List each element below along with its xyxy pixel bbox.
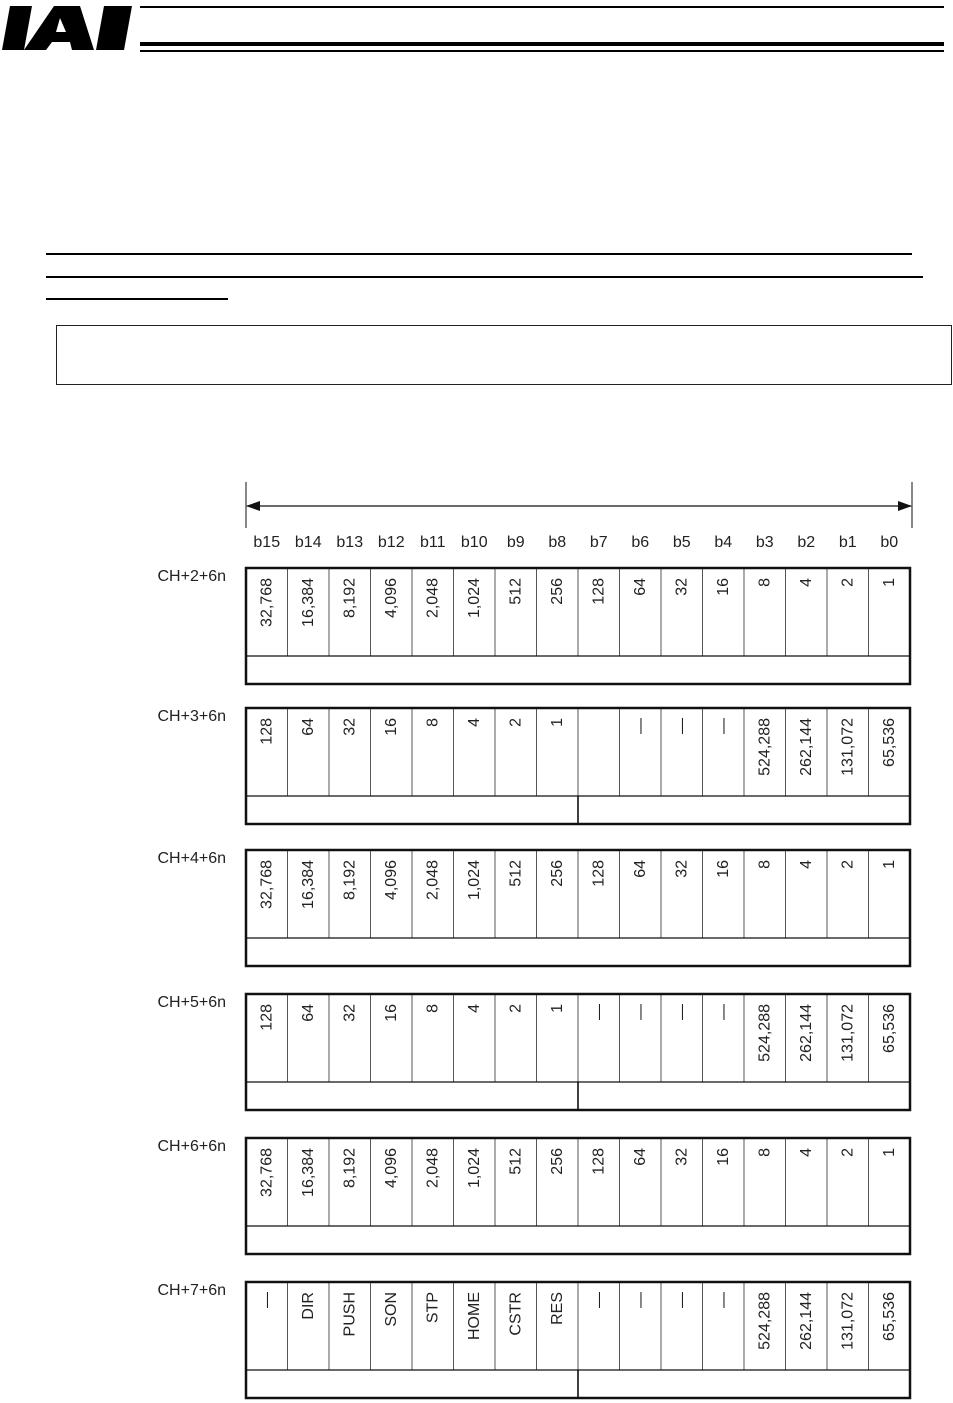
bit-value: 32,768 bbox=[258, 1148, 276, 1197]
bit-value: 4,096 bbox=[382, 578, 400, 619]
bit-label: b1 bbox=[838, 534, 857, 551]
bit-value: — bbox=[673, 1004, 691, 1020]
bit-value: 262,144 bbox=[797, 1292, 815, 1350]
register-row bbox=[158, 708, 911, 824]
bit-value: — bbox=[714, 1292, 732, 1308]
register-row bbox=[158, 1138, 911, 1254]
bit-value: 32,768 bbox=[258, 860, 276, 909]
bit-value: 4 bbox=[465, 718, 483, 727]
bit-value: STP bbox=[424, 1292, 442, 1324]
bit-value: 4 bbox=[797, 578, 815, 587]
bit-value: 4 bbox=[465, 1004, 483, 1013]
bit-value: 2 bbox=[839, 1148, 857, 1157]
bit-label: b3 bbox=[755, 534, 774, 551]
bit-value: 16 bbox=[382, 1004, 400, 1022]
bit-value: 32 bbox=[341, 1004, 359, 1022]
bit-value: 8,192 bbox=[341, 860, 359, 901]
row-label: CH+3+6n bbox=[157, 708, 226, 725]
bit-value: 64 bbox=[299, 1004, 317, 1022]
bit-value: 524,288 bbox=[756, 1292, 774, 1350]
bit-value: 65,536 bbox=[880, 1004, 898, 1053]
bit-value: — bbox=[631, 718, 649, 734]
bit-value: 65,536 bbox=[880, 718, 898, 767]
bit-label: b4 bbox=[714, 534, 733, 551]
bit-value: — bbox=[631, 1004, 649, 1020]
bit-value: 32 bbox=[673, 1148, 691, 1166]
bit-value: — bbox=[590, 1004, 608, 1020]
bit-value: 1,024 bbox=[465, 860, 483, 901]
bit-value: 131,072 bbox=[839, 1292, 857, 1350]
bit-value: 32,768 bbox=[258, 578, 276, 627]
register-row bbox=[158, 1282, 911, 1398]
bit-value: 262,144 bbox=[797, 1004, 815, 1062]
register-row bbox=[158, 850, 911, 966]
bit-value: 16,384 bbox=[299, 578, 317, 627]
register-rows bbox=[158, 568, 911, 1398]
bit-value: 16,384 bbox=[299, 860, 317, 909]
bit-value: 262,144 bbox=[797, 718, 815, 776]
bit-value: 16,384 bbox=[299, 1148, 317, 1197]
bit-value: 524,288 bbox=[756, 1004, 774, 1062]
row-label: CH+4+6n bbox=[157, 850, 226, 867]
bit-value: 128 bbox=[258, 718, 276, 745]
bit-value: 256 bbox=[548, 860, 566, 887]
bit-label: b5 bbox=[672, 534, 691, 551]
bit-value: 65,536 bbox=[880, 1292, 898, 1341]
bit-value: 524,288 bbox=[756, 718, 774, 776]
bit-value: 8,192 bbox=[341, 578, 359, 619]
bit-value: 128 bbox=[590, 860, 608, 887]
bit-value: 1 bbox=[548, 718, 566, 727]
bit-value: 8,192 bbox=[341, 1148, 359, 1189]
row-label: CH+5+6n bbox=[157, 994, 226, 1011]
bit-value: PUSH bbox=[341, 1292, 359, 1337]
bit-value: 4,096 bbox=[382, 860, 400, 901]
bit-value: 64 bbox=[631, 860, 649, 878]
bit-value: — bbox=[673, 718, 691, 734]
bit-value: 8 bbox=[756, 578, 774, 587]
row-label: CH+7+6n bbox=[157, 1282, 226, 1299]
bit-value: — bbox=[673, 1292, 691, 1308]
bit-value: 512 bbox=[507, 578, 525, 605]
bit-value: 2,048 bbox=[424, 578, 442, 619]
bit-value: 256 bbox=[548, 1148, 566, 1175]
bit-value: 8 bbox=[756, 1148, 774, 1157]
bit-value: CSTR bbox=[507, 1292, 525, 1336]
bit-value: 2 bbox=[507, 718, 525, 727]
bit-value: RES bbox=[548, 1292, 566, 1325]
bit-label: b0 bbox=[880, 534, 899, 551]
bit-value: 131,072 bbox=[839, 1004, 857, 1062]
bit-label: b12 bbox=[377, 534, 405, 551]
bit-value: 16 bbox=[382, 718, 400, 736]
bit-value: SON bbox=[382, 1292, 400, 1327]
bit-label: b7 bbox=[589, 534, 608, 551]
bit-value: 2,048 bbox=[424, 1148, 442, 1189]
bit-value: 32 bbox=[341, 718, 359, 736]
bit-value: 2 bbox=[507, 1004, 525, 1013]
bit-value: 1 bbox=[880, 578, 898, 587]
bit-value: 1,024 bbox=[465, 578, 483, 619]
bit-value: 512 bbox=[507, 860, 525, 887]
bit-label: b8 bbox=[548, 534, 567, 551]
bit-value: 1 bbox=[880, 1148, 898, 1157]
bit-value: 4 bbox=[797, 860, 815, 869]
bit-value: 16 bbox=[714, 860, 732, 878]
register-row bbox=[158, 568, 911, 684]
bit-label: b15 bbox=[253, 534, 281, 551]
bit-value: 1 bbox=[880, 860, 898, 869]
bit-value: 128 bbox=[590, 1148, 608, 1175]
bit-value: — bbox=[590, 1292, 608, 1308]
bit-value: 131,072 bbox=[839, 718, 857, 776]
bit-value: 1 bbox=[548, 1004, 566, 1013]
bit-value: 8 bbox=[424, 718, 442, 727]
bit-label: b2 bbox=[797, 534, 816, 551]
bit-label: b6 bbox=[631, 534, 650, 551]
row-label: CH+2+6n bbox=[157, 568, 226, 585]
bit-value: 512 bbox=[507, 1148, 525, 1175]
bit-value: 4 bbox=[797, 1148, 815, 1157]
bit-value: 64 bbox=[299, 718, 317, 736]
bit-value: 16 bbox=[714, 578, 732, 596]
bit-value: 128 bbox=[258, 1004, 276, 1031]
bit-labels bbox=[253, 534, 898, 551]
bit-value: — bbox=[714, 718, 732, 734]
bit-value: HOME bbox=[465, 1292, 483, 1340]
bit-value: 2,048 bbox=[424, 860, 442, 901]
bit-value: 64 bbox=[631, 578, 649, 596]
bit-label: b14 bbox=[294, 534, 322, 551]
bit-label: b13 bbox=[336, 534, 364, 551]
bit-label: b9 bbox=[506, 534, 525, 551]
bit-value: — bbox=[258, 1292, 276, 1308]
bit-value: 8 bbox=[424, 1004, 442, 1013]
bit-value: DIR bbox=[299, 1292, 317, 1320]
bit-value: — bbox=[631, 1292, 649, 1308]
bit-value: 1,024 bbox=[465, 1148, 483, 1189]
bit-value: 32 bbox=[673, 578, 691, 596]
bit-value: 128 bbox=[590, 578, 608, 605]
bit-value: 64 bbox=[631, 1148, 649, 1166]
bit-value: 32 bbox=[673, 860, 691, 878]
bit-value: 16 bbox=[714, 1148, 732, 1166]
bit-value: 2 bbox=[839, 860, 857, 869]
bit-value: 2 bbox=[839, 578, 857, 587]
bit-value: 8 bbox=[756, 860, 774, 869]
row-label: CH+6+6n bbox=[157, 1138, 226, 1155]
bit-value: — bbox=[714, 1004, 732, 1020]
bit-label: b11 bbox=[419, 534, 446, 551]
register-row bbox=[158, 994, 911, 1110]
bit-value: 4,096 bbox=[382, 1148, 400, 1189]
bit-value: 256 bbox=[548, 578, 566, 605]
bit-label: b10 bbox=[460, 534, 488, 551]
